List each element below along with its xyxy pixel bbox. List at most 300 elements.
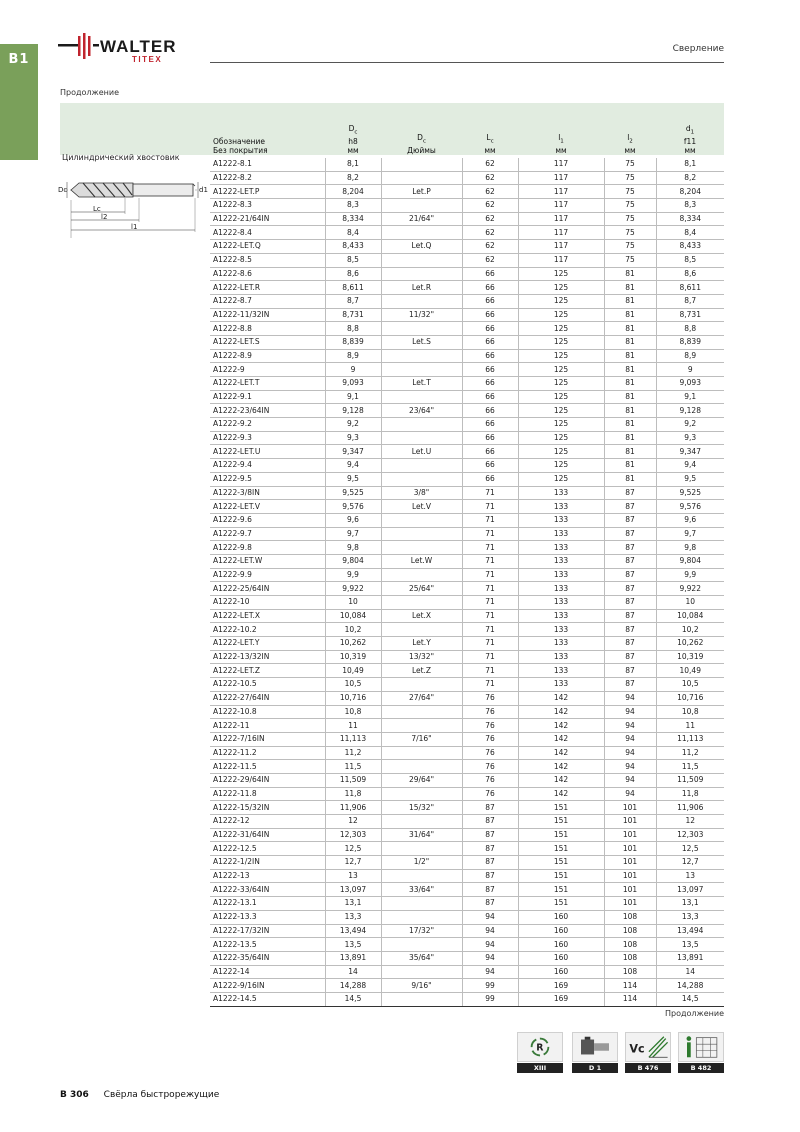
table-row: [210, 431, 724, 445]
col-header-line: мм: [624, 146, 636, 155]
cell-dc-inch: Let.P: [381, 185, 462, 199]
cell-dc-inch: 35/64": [381, 951, 462, 965]
cell-l2: 81: [604, 322, 656, 336]
cell-dc-inch: 23/64": [381, 404, 462, 418]
cell-d1: 10,262: [656, 637, 724, 651]
cell-d1: 13,494: [656, 924, 724, 938]
cell-d1: 12,303: [656, 828, 724, 842]
cell-l2: 87: [604, 650, 656, 664]
cell-l1: 125: [518, 294, 604, 308]
fig-lc-label: Lc: [93, 205, 101, 213]
cell-dc-mm: 11: [325, 719, 381, 733]
cell-lc: 66: [462, 349, 518, 363]
cell-dc-mm: 10,084: [325, 609, 381, 623]
cell-dc-mm: 8,433: [325, 240, 381, 254]
col-header-dc-mm: [325, 103, 381, 158]
cell-designation: A1222-9.4: [210, 459, 325, 473]
cell-l1: 160: [518, 965, 604, 979]
cell-d1: 9,9: [656, 568, 724, 582]
cell-l2: 94: [604, 760, 656, 774]
cell-dc-inch: 13/32": [381, 650, 462, 664]
cell-designation: A1222-13.5: [210, 938, 325, 952]
cell-l2: 81: [604, 281, 656, 295]
cell-l2: 101: [604, 842, 656, 856]
table-row: [210, 267, 724, 281]
cell-lc: 62: [462, 185, 518, 199]
cell-dc-mm: 9,9: [325, 568, 381, 582]
cell-lc: 87: [462, 815, 518, 829]
table-row: [210, 609, 724, 623]
cell-designation: A1222-LET.S: [210, 335, 325, 349]
col-header-line: [464, 133, 516, 147]
cell-l1: 125: [518, 322, 604, 336]
cell-l2: 81: [604, 472, 656, 486]
cell-dc-mm: 9,804: [325, 554, 381, 568]
cell-lc: 62: [462, 226, 518, 240]
cell-dc-mm: 14: [325, 965, 381, 979]
cell-dc-inch: [381, 815, 462, 829]
cell-d1: 8,334: [656, 212, 724, 226]
ref-icon-coolant[interactable]: [517, 1032, 563, 1072]
cell-designation: A1222-8.3: [210, 199, 325, 213]
cell-dc-mm: 9,7: [325, 527, 381, 541]
cell-dc-inch: Let.U: [381, 445, 462, 459]
cell-lc: 99: [462, 992, 518, 1006]
cell-lc: 71: [462, 637, 518, 651]
col-header-subscript: c: [422, 138, 426, 144]
cell-l1: 125: [518, 363, 604, 377]
col-header-subscript: c: [490, 138, 494, 144]
page-number: B 306: [60, 1090, 89, 1100]
cell-designation: A1222-9.1: [210, 390, 325, 404]
cell-l2: 81: [604, 418, 656, 432]
cell-dc-inch: [381, 992, 462, 1006]
cell-l1: 133: [518, 664, 604, 678]
table-row: [210, 705, 724, 719]
cell-lc: 66: [462, 390, 518, 404]
cell-d1: 10,716: [656, 691, 724, 705]
fig-l1-label: l1: [131, 223, 138, 231]
ref-icon-holder[interactable]: [572, 1032, 618, 1072]
cell-d1: 10,2: [656, 623, 724, 637]
col-header-line: [606, 133, 654, 147]
cell-l1: 169: [518, 979, 604, 993]
cell-designation: A1222-9.8: [210, 541, 325, 555]
cell-d1: 8,1: [656, 158, 724, 171]
cell-dc-inch: [381, 472, 462, 486]
cell-l1: 133: [518, 527, 604, 541]
cell-lc: 76: [462, 705, 518, 719]
cell-lc: 87: [462, 869, 518, 883]
cell-l2: 101: [604, 856, 656, 870]
cell-dc-inch: [381, 623, 462, 637]
fig-d1-label: d1: [199, 186, 208, 194]
ref-icon-info[interactable]: [678, 1032, 724, 1072]
table-row: [210, 691, 724, 705]
cell-l2: 101: [604, 815, 656, 829]
cell-lc: 94: [462, 910, 518, 924]
cell-d1: 9,7: [656, 527, 724, 541]
cell-l1: 133: [518, 554, 604, 568]
cell-designation: A1222-8.6: [210, 267, 325, 281]
table-row: [210, 951, 724, 965]
cell-designation: A1222-14: [210, 965, 325, 979]
cell-d1: 8,7: [656, 294, 724, 308]
table-row: [210, 335, 724, 349]
cell-d1: 8,8: [656, 322, 724, 336]
cell-designation: A1222-9.5: [210, 472, 325, 486]
col-header-symbol: D: [348, 123, 355, 133]
brand-name: WALTER: [100, 37, 177, 56]
cell-dc-mm: 14,5: [325, 992, 381, 1006]
cell-l1: 142: [518, 691, 604, 705]
cell-l1: 169: [518, 992, 604, 1006]
cell-dc-inch: 31/64": [381, 828, 462, 842]
cell-designation: A1222-LET.Y: [210, 637, 325, 651]
cell-l1: 125: [518, 390, 604, 404]
cell-l1: 133: [518, 582, 604, 596]
cell-dc-inch: [381, 678, 462, 692]
cell-dc-mm: 8,731: [325, 308, 381, 322]
cell-l2: 81: [604, 267, 656, 281]
cell-dc-mm: 13,097: [325, 883, 381, 897]
cell-lc: 66: [462, 445, 518, 459]
cell-lc: 62: [462, 171, 518, 185]
ref-icon-cutting-data[interactable]: [625, 1032, 671, 1072]
footer-title: Свёрла быстрорежущие: [103, 1090, 220, 1100]
cell-dc-mm: 10,319: [325, 650, 381, 664]
table-row: [210, 856, 724, 870]
cell-designation: A1222-8.4: [210, 226, 325, 240]
cell-dc-inch: Let.R: [381, 281, 462, 295]
cell-dc-mm: 8,7: [325, 294, 381, 308]
cell-dc-mm: 11,2: [325, 746, 381, 760]
cell-l1: 125: [518, 459, 604, 473]
cell-designation: A1222-9.2: [210, 418, 325, 432]
cell-lc: 66: [462, 322, 518, 336]
cell-l2: 75: [604, 158, 656, 171]
table-header-row: [210, 103, 724, 158]
cell-designation: A1222-LET.U: [210, 445, 325, 459]
col-header-line: мм: [484, 146, 496, 155]
cell-l2: 81: [604, 349, 656, 363]
cell-l1: 133: [518, 568, 604, 582]
table-row: [210, 719, 724, 733]
cell-dc-mm: 9: [325, 363, 381, 377]
rotation-coolant-icon: [517, 1032, 563, 1062]
cell-l2: 81: [604, 335, 656, 349]
cell-l1: 142: [518, 773, 604, 787]
cell-l2: 87: [604, 596, 656, 610]
table-row: [210, 445, 724, 459]
cell-designation: A1222-14.5: [210, 992, 325, 1006]
cell-dc-mm: 12,7: [325, 856, 381, 870]
cell-lc: 62: [462, 253, 518, 267]
cell-d1: 12,5: [656, 842, 724, 856]
cell-lc: 62: [462, 240, 518, 254]
cutting-data-icon: [625, 1032, 671, 1062]
cell-dc-mm: 9,1: [325, 390, 381, 404]
cell-l1: 125: [518, 281, 604, 295]
cell-l1: 151: [518, 883, 604, 897]
cell-d1: 9,922: [656, 582, 724, 596]
cell-designation: A1222-31/64IN: [210, 828, 325, 842]
cell-d1: 8,204: [656, 185, 724, 199]
cell-designation: A1222-LET.T: [210, 377, 325, 391]
cell-l1: 125: [518, 404, 604, 418]
table-row: [210, 185, 724, 199]
cell-l1: 133: [518, 596, 604, 610]
svg-text:Vc: Vc: [629, 1042, 645, 1056]
cell-l1: 117: [518, 199, 604, 213]
table-row: [210, 240, 724, 254]
cell-lc: 66: [462, 308, 518, 322]
table-row: [210, 527, 724, 541]
cell-designation: A1222-8.5: [210, 253, 325, 267]
cell-designation: A1222-9.9: [210, 568, 325, 582]
table-row: [210, 732, 724, 746]
cell-d1: 11,509: [656, 773, 724, 787]
table-row: [210, 637, 724, 651]
info-table-icon: [678, 1032, 724, 1062]
cell-l1: 133: [518, 500, 604, 514]
cell-d1: 13: [656, 869, 724, 883]
cell-lc: 71: [462, 486, 518, 500]
cell-lc: 66: [462, 335, 518, 349]
cell-l2: 101: [604, 897, 656, 911]
cell-l2: 87: [604, 664, 656, 678]
cell-lc: 76: [462, 773, 518, 787]
table-row: [210, 815, 724, 829]
cell-dc-inch: 9/16": [381, 979, 462, 993]
cell-d1: 8,6: [656, 267, 724, 281]
cell-l2: 114: [604, 992, 656, 1006]
cell-lc: 62: [462, 199, 518, 213]
cell-dc-inch: Let.V: [381, 500, 462, 514]
cell-l2: 81: [604, 445, 656, 459]
cell-dc-mm: 10,716: [325, 691, 381, 705]
cell-d1: 9,804: [656, 554, 724, 568]
cell-lc: 66: [462, 431, 518, 445]
cell-designation: A1222-LET.W: [210, 554, 325, 568]
table-row: [210, 869, 724, 883]
cell-l1: 125: [518, 267, 604, 281]
cell-dc-inch: 3/8": [381, 486, 462, 500]
cell-l2: 75: [604, 171, 656, 185]
col-header-line: Обозначение: [213, 137, 266, 146]
cell-dc-inch: [381, 541, 462, 555]
table-row: [210, 582, 724, 596]
cell-l1: 117: [518, 253, 604, 267]
cell-designation: A1222-LET.V: [210, 500, 325, 514]
cell-designation: A1222-8.7: [210, 294, 325, 308]
cell-l1: 133: [518, 609, 604, 623]
table-row: [210, 459, 724, 473]
cell-dc-mm: 11,5: [325, 760, 381, 774]
cell-designation: A1222-1/2IN: [210, 856, 325, 870]
cell-d1: 13,3: [656, 910, 724, 924]
cell-l2: 87: [604, 500, 656, 514]
cell-l1: 133: [518, 513, 604, 527]
cell-dc-inch: Let.Z: [381, 664, 462, 678]
cell-dc-inch: 17/32": [381, 924, 462, 938]
cell-dc-mm: 12,303: [325, 828, 381, 842]
col-header-subscript: 2: [629, 138, 633, 144]
cell-dc-inch: [381, 171, 462, 185]
cell-designation: A1222-9/16IN: [210, 979, 325, 993]
table-row: [210, 979, 724, 993]
cell-d1: 8,433: [656, 240, 724, 254]
cell-dc-mm: 10,5: [325, 678, 381, 692]
cell-lc: 71: [462, 650, 518, 664]
col-header-lc: [462, 103, 518, 158]
cell-designation: A1222-10.2: [210, 623, 325, 637]
cell-dc-mm: 8,4: [325, 226, 381, 240]
table-row: [210, 910, 724, 924]
cell-d1: 9,3: [656, 431, 724, 445]
cell-l2: 94: [604, 746, 656, 760]
col-header-line: h8: [348, 137, 358, 146]
cell-dc-mm: 8,8: [325, 322, 381, 336]
cell-dc-inch: [381, 363, 462, 377]
cell-lc: 99: [462, 979, 518, 993]
cell-lc: 94: [462, 938, 518, 952]
cell-lc: 66: [462, 404, 518, 418]
cell-l2: 94: [604, 732, 656, 746]
cell-lc: 87: [462, 801, 518, 815]
table-row: [210, 377, 724, 391]
cell-dc-inch: Let.Y: [381, 637, 462, 651]
cell-dc-inch: 29/64": [381, 773, 462, 787]
cell-dc-inch: 7/16": [381, 732, 462, 746]
cell-lc: 66: [462, 281, 518, 295]
cell-l2: 81: [604, 363, 656, 377]
cell-d1: 10,5: [656, 678, 724, 692]
cell-dc-inch: [381, 253, 462, 267]
cell-designation: A1222-8.8: [210, 322, 325, 336]
cell-l2: 87: [604, 554, 656, 568]
cell-l2: 75: [604, 212, 656, 226]
cell-designation: A1222-9.3: [210, 431, 325, 445]
cell-l1: 125: [518, 377, 604, 391]
brand-sub: TITEX: [132, 55, 163, 64]
table-row: [210, 623, 724, 637]
cell-lc: 76: [462, 719, 518, 733]
cell-dc-inch: [381, 760, 462, 774]
cell-lc: 87: [462, 883, 518, 897]
cell-dc-inch: [381, 390, 462, 404]
ref-icon-tag: D 1: [572, 1063, 618, 1073]
cell-l1: 133: [518, 623, 604, 637]
cell-l2: 94: [604, 691, 656, 705]
cell-d1: 10,49: [656, 664, 724, 678]
cell-dc-inch: Let.X: [381, 609, 462, 623]
cell-dc-inch: 1/2": [381, 856, 462, 870]
cell-lc: 94: [462, 951, 518, 965]
col-header-line: [327, 124, 379, 138]
cell-dc-mm: 10,262: [325, 637, 381, 651]
svg-text:R: R: [536, 1042, 544, 1054]
cell-d1: 9: [656, 363, 724, 377]
cell-dc-inch: [381, 965, 462, 979]
cell-l1: 160: [518, 951, 604, 965]
table-row: [210, 883, 724, 897]
cell-lc: 87: [462, 897, 518, 911]
cell-dc-inch: [381, 938, 462, 952]
cell-designation: A1222-LET.X: [210, 609, 325, 623]
col-header-subscript: 1: [560, 138, 564, 144]
cell-dc-mm: 9,6: [325, 513, 381, 527]
cell-lc: 71: [462, 596, 518, 610]
cell-l2: 87: [604, 609, 656, 623]
table-row: [210, 938, 724, 952]
table-row: [210, 226, 724, 240]
cell-dc-mm: 9,525: [325, 486, 381, 500]
ref-icon-tag: XIII: [517, 1063, 563, 1073]
cell-dc-inch: Let.W: [381, 554, 462, 568]
cell-dc-inch: [381, 294, 462, 308]
table-row: [210, 773, 724, 787]
cell-lc: 71: [462, 678, 518, 692]
cell-lc: 66: [462, 363, 518, 377]
cell-d1: 9,1: [656, 390, 724, 404]
cell-lc: 76: [462, 746, 518, 760]
cell-dc-inch: [381, 431, 462, 445]
col-header-symbol: d: [685, 123, 691, 133]
col-header-line: мм: [555, 146, 567, 155]
cell-dc-inch: [381, 418, 462, 432]
table-row: [210, 992, 724, 1006]
cell-l1: 160: [518, 924, 604, 938]
cell-d1: 14,288: [656, 979, 724, 993]
cell-designation: A1222-11.2: [210, 746, 325, 760]
cell-d1: 8,611: [656, 281, 724, 295]
col-header-symbol: D: [417, 132, 423, 142]
cell-dc-inch: 11/32": [381, 308, 462, 322]
drill-diagram: [57, 168, 209, 238]
cell-dc-mm: 8,611: [325, 281, 381, 295]
cell-designation: A1222-11: [210, 719, 325, 733]
cell-dc-mm: 14,288: [325, 979, 381, 993]
cell-lc: 94: [462, 924, 518, 938]
cell-lc: 94: [462, 965, 518, 979]
cell-d1: 11,8: [656, 787, 724, 801]
cell-d1: 8,731: [656, 308, 724, 322]
col-header-subscript: 1: [690, 129, 695, 135]
cell-dc-inch: [381, 158, 462, 171]
cell-l1: 151: [518, 828, 604, 842]
cell-dc-inch: [381, 910, 462, 924]
cell-d1: 9,5: [656, 472, 724, 486]
cell-l1: 117: [518, 171, 604, 185]
cell-l1: 151: [518, 801, 604, 815]
cell-dc-inch: 21/64": [381, 212, 462, 226]
cell-l2: 81: [604, 404, 656, 418]
cell-dc-inch: [381, 513, 462, 527]
cell-l1: 151: [518, 869, 604, 883]
cell-dc-inch: [381, 459, 462, 473]
cell-lc: 62: [462, 212, 518, 226]
cell-d1: 13,1: [656, 897, 724, 911]
cell-l2: 75: [604, 253, 656, 267]
col-header-designation: [210, 103, 325, 158]
cell-l1: 142: [518, 760, 604, 774]
cell-l2: 108: [604, 965, 656, 979]
cell-designation: A1222-25/64IN: [210, 582, 325, 596]
cell-d1: 11,906: [656, 801, 724, 815]
col-header-dc-inch: [381, 103, 462, 158]
cell-designation: A1222-13: [210, 869, 325, 883]
